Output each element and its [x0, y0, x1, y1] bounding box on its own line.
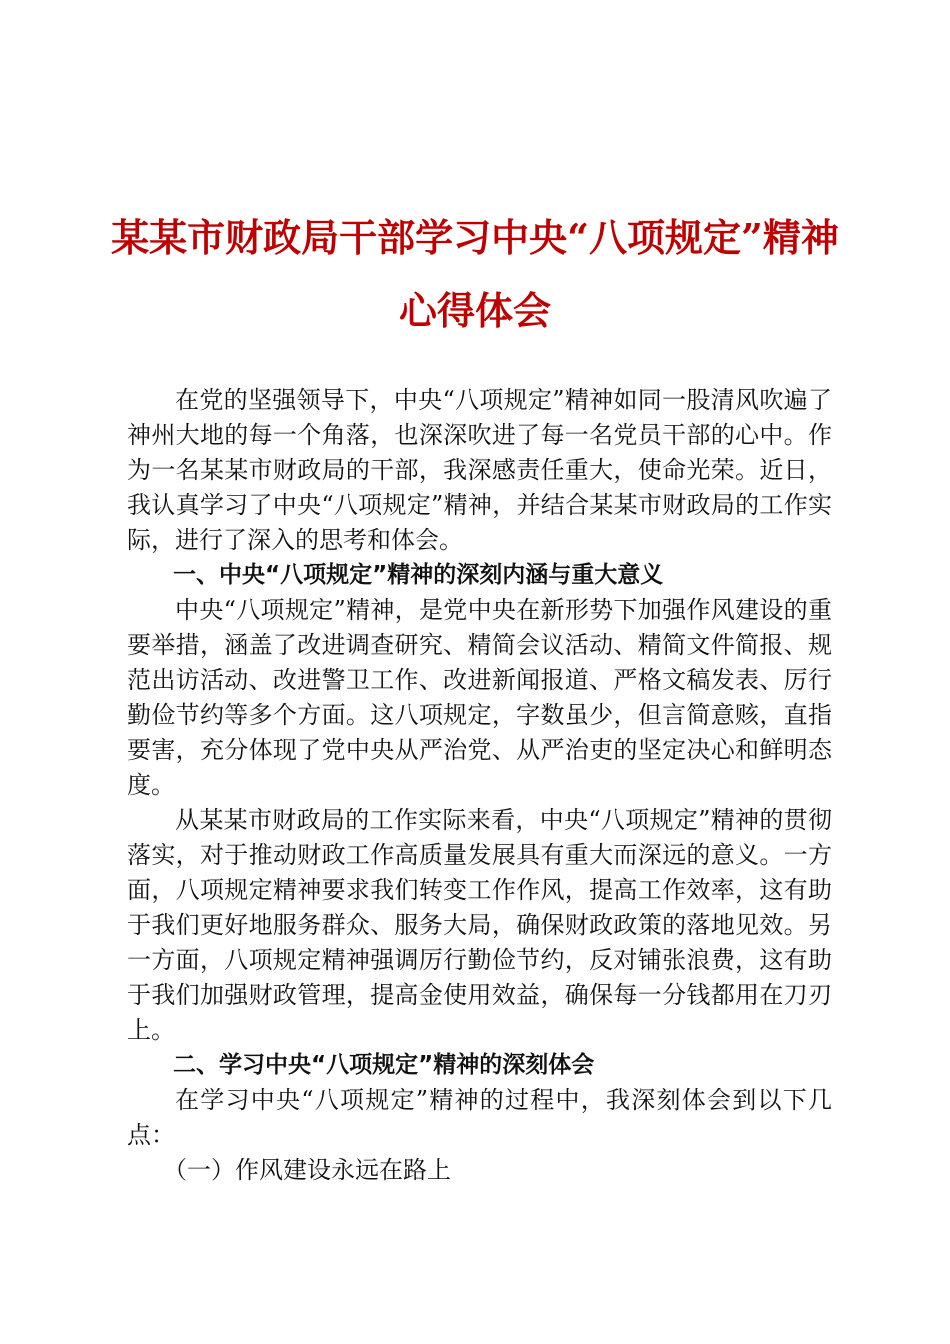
document-title-line-2: 心得体会: [398, 288, 551, 333]
intro-paragraph: 在党的坚强领导下，中央“八项规定”精神如同一股清风吹遍了神州大地的每一个角落，也深深吹进了每一名党员干部的心中。作为一名某某市财政局的干部，我深感责任重大，使命光荣。近日，我认真学习了中央“八项规定”精神，并结合某某市财政局的工作实际，进行了深入的思考和体会。: [127, 386, 832, 554]
body-paragraph: 中央“八项规定”精神，是党中央在新形势下加强作风建设的重要举措，涵盖了改进调查研究、精简会议活动、精简文件简报、规范出访活动、改进警卫工作、改进新闻报道、严格文稿发表、厉行勤俭节约等多个方面。这八项规定，字数虽少，但言简意赅，直指要害，充分体现了党中央从严治党、从严治吏的坚定决心和鲜明态度。: [127, 596, 832, 799]
body-paragraph: 在学习中央“八项规定”精神的过程中，我深刻体会到以下几点：: [127, 1086, 832, 1149]
section-heading-1: 一、中央“八项规定”精神的深刻内涵与重大意义: [173, 562, 664, 588]
document-title-line-1: 某某市财政局干部学习中央“八项规定”精神: [111, 215, 839, 260]
document-body: [127, 383, 832, 1188]
body-paragraph: 从某某市财政局的工作实际来看，中央“八项规定”精神的贯彻落实，对于推动财政工作高质量发展具有重大而深远的意义。一方面，八项规定精神要求我们转变工作作风，提高工作效率，这有助于我们更好地服务群众、服务大局，确保财政政策的落地见效。另一方面，八项规定精神强调厉行勤俭节约，反对铺张浪费，这有助于我们加强财政管理，提高金使用效益，确保每一分钱都用在刀刃上。: [127, 806, 832, 1044]
sub-heading: （一）作风建设永远在路上: [163, 1156, 451, 1184]
section-heading-2: 二、学习中央“八项规定”精神的深刻体会: [173, 1052, 595, 1078]
